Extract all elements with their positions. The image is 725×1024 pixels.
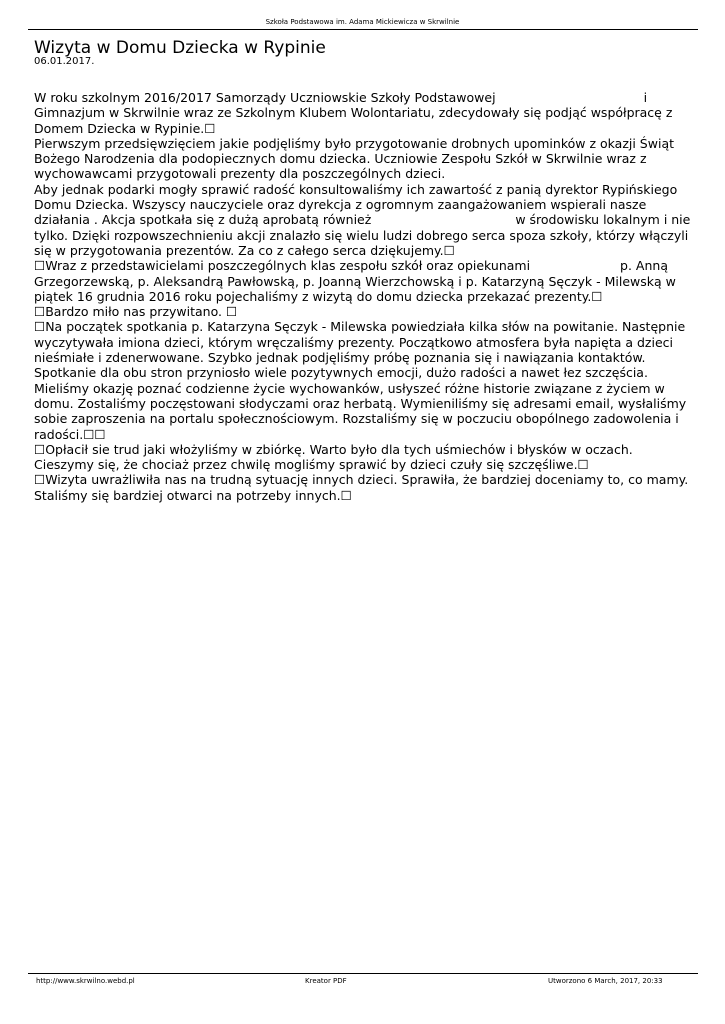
footer-divider	[28, 973, 698, 974]
article-line	[34, 121, 694, 136]
article-text-segment: Pierwszym przedsięwzięciem jakie podjęliśmy było przygotowanie drobnych upominków z okazji Świąt	[34, 135, 675, 151]
article-line	[34, 457, 694, 472]
article-line	[34, 365, 694, 380]
footer-generator: Kreator PDF	[305, 977, 347, 985]
article-line	[34, 166, 694, 181]
article-text-segment: działania . Akcja spotkała się z dużą aprobatą również	[34, 212, 372, 228]
article-text-segment: Gimnazjum w Skrwilnie wraz ze Szkolnym Klubem Wolontariatu, zdecydowały się podjąć współpracę z	[34, 105, 673, 121]
article-text-segment: piątek 16 grudnia 2016 roku pojechaliśmy z wizytą do domu dziecka przekazać prezenty.☐	[34, 288, 603, 304]
article-text-segment: w środowisku lokalnym i nie	[515, 212, 691, 228]
article-text-segment: p. Anną	[620, 258, 668, 274]
article-text-segment: nieśmiałe i zdenerwowane. Szybko jednak podjęliśmy próbę poznania się i nawiązania kontaktów.	[34, 350, 646, 366]
article-text-segment: ☐Na początek spotkania p. Katarzyna Sęczyk - Milewska powiedziała kilka słów na powitanie. Następnie	[34, 319, 686, 335]
article-line	[34, 442, 694, 457]
article-text-segment: wychowawcami przygotowali prezenty dla poszczególnych dzieci.	[34, 166, 446, 182]
article-text-segment: tylko. Dzięki rozpowszechnieniu akcji znalazło się wielu ludzi dobrego serca spoza szkoły, którzy włączyli	[34, 227, 689, 243]
article-text-segment: domu. Zostaliśmy poczęstowani słodyczami oraz herbatą. Wymieniliśmy się adresami email, wysłaliśmy	[34, 395, 687, 411]
article-line	[34, 350, 694, 365]
article-text-segment: ☐Bardzo miło nas przywitano. ☐	[34, 304, 238, 320]
article-line	[34, 197, 694, 212]
article-text-segment: Domem Dziecka w Rypinie.☐	[34, 120, 216, 136]
article-text-segment: W roku szkolnym 2016/2017 Samorządy Uczniowskie Szkoły Podstawowej	[34, 90, 496, 105]
article-line	[34, 488, 694, 503]
article-line	[34, 396, 694, 411]
article-line	[34, 319, 694, 334]
article-line	[34, 212, 694, 227]
header-divider	[28, 29, 698, 30]
article-line	[34, 151, 694, 166]
article-line	[34, 243, 694, 258]
article-line	[34, 182, 694, 197]
article-text-segment: Bożego Narodzenia dla podopiecznych domu dziecka. Uczniowie Zespołu Szkół w Skrwilnie wraz z	[34, 151, 647, 167]
article-text-segment: Spotkanie dla obu stron przyniosło wiele pozytywnych emocji, dużo radości a nawet łez szczęścia.	[34, 365, 648, 381]
article-text-segment: Staliśmy się bardziej otwarci na potrzeby innych.☐	[34, 487, 352, 503]
article-line	[34, 228, 694, 243]
article-line	[34, 90, 694, 105]
article-line	[34, 136, 694, 151]
footer-created: Utworzono 6 March, 2017, 20:33	[548, 977, 663, 985]
article-title: Wizyta w Domu Dziecka w Rypinie	[34, 38, 326, 58]
article-text-segment: ☐Opłacił sie trud jaki włożyliśmy w zbiórkę. Warto było dla tych uśmiechów i błysków w oczach.	[34, 441, 633, 457]
article-text-segment: się w przygotowania prezentów. Za co z całego serca dziękujemy.☐	[34, 242, 455, 258]
article-line	[34, 258, 694, 273]
article-text-segment: Domu Dziecka. Wszyscy nauczyciele oraz dyrekcja z ogromnym zaangażowaniem wspierali nasze	[34, 197, 647, 213]
article-text-segment: ☐Wizyta uwrażliwiła nas na trudną sytuację innych dzieci. Sprawiła, że bardziej doceniamy to, co mamy.	[34, 472, 689, 488]
article-text-segment: Aby jednak podarki mogły sprawić radość konsultowaliśmy ich zawartość z panią dyrektor Rypińskiego	[34, 181, 678, 197]
article-line	[34, 289, 694, 304]
article-line	[34, 427, 694, 442]
article-date: 06.01.2017.	[34, 56, 95, 67]
article-text-segment: i	[643, 90, 648, 105]
article-text-segment: wyczytywała imiona dzieci, którym wręczaliśmy prezenty. Początkowo atmosfera była napięta a dzieci	[34, 334, 674, 350]
article-text-segment: radości.☐☐	[34, 426, 106, 442]
article-line	[34, 411, 694, 426]
article-line	[34, 304, 694, 319]
article-text-segment: Grzegorzewską, p. Aleksandrą Pawłowską, p. Joanną Wierzchowską i p. Katarzyną Sęczyk - Milewską w	[34, 273, 676, 289]
article-text-segment: sobie zaproszenia na portalu społecznościowym. Rozstaliśmy się w poczuciu obopólnego zadowolenia i	[34, 411, 679, 427]
footer-url: http://www.skrwilno.webd.pl	[36, 977, 135, 985]
article-text-segment: Mieliśmy okazję poznać codzienne życie wychowanków, usłyszeć różne historie związane z życiem w	[34, 380, 665, 396]
article-line	[34, 335, 694, 350]
article-line	[34, 274, 694, 289]
article-body	[34, 90, 694, 503]
article-line	[34, 105, 694, 120]
article-line	[34, 472, 694, 487]
page-header: Szkoła Podstawowa im. Adama Mickiewicza w Skrwilnie	[265, 18, 460, 26]
article-line	[34, 381, 694, 396]
article-text-segment: ☐Wraz z przedstawicielami poszczególnych klas zespołu szkół oraz opiekunami	[34, 258, 531, 274]
article-text-segment: Cieszymy się, że chociaż przez chwilę mogliśmy sprawić by dzieci czuły się szczęśliwe.☐	[34, 457, 589, 473]
